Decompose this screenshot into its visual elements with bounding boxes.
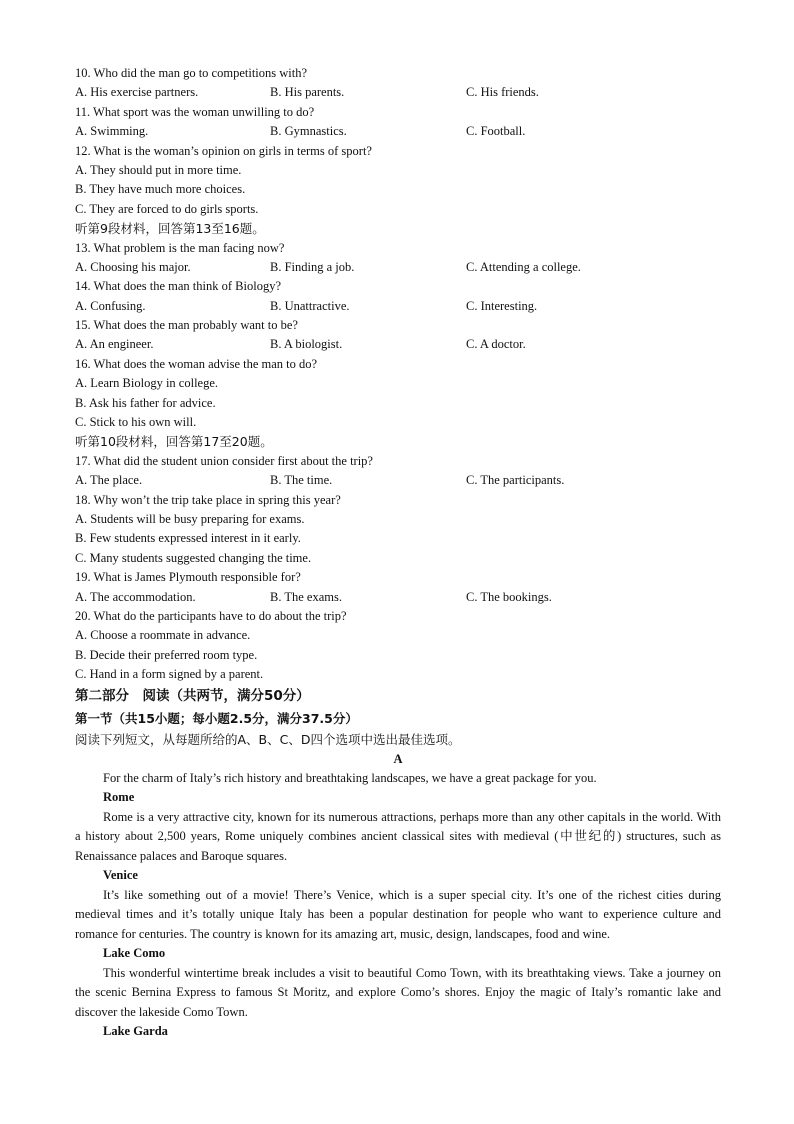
question-11-options	[75, 122, 721, 141]
question-14-options	[75, 297, 721, 316]
option-c: C. Attending a college.	[466, 259, 581, 274]
option-a: A. They should put in more time.	[75, 162, 242, 177]
question-15-stem: 15. What does the man probably want to be?	[75, 318, 298, 333]
question-13-stem: 13. What problem is the man facing now?	[75, 240, 285, 255]
reading-section-title: 第一节（共15小题；每小题2.5分，满分37.5分）	[75, 710, 358, 726]
rome-paragraph: Rome is a very attractive city, known for its numerous attractions, perhaps more than any other capitals in the world. With a history about 2,500 years, Rome uniquely combines ancient classical sites with medieval (中世纪的) structures, such as Renaissance palaces and Baroque squares.	[75, 809, 721, 863]
question-10-options	[75, 83, 721, 102]
option-c: C. Hand in a form signed by a parent.	[75, 667, 264, 682]
passage-label: A	[393, 751, 403, 766]
option-a: A. Choosing his major.	[75, 259, 191, 274]
option-b: B. Few students expressed interest in it early.	[75, 531, 301, 546]
exam-page	[75, 64, 721, 1041]
question-19-options	[75, 588, 721, 607]
question-18-stem: 18. Why won’t the trip take place in spring this year?	[75, 492, 341, 507]
option-b: B. A biologist.	[270, 337, 343, 352]
question-10-stem: 10. Who did the man go to competitions with?	[75, 66, 308, 80]
option-a: A. Learn Biology in college.	[75, 376, 219, 391]
lake-como-paragraph: This wonderful wintertime break includes a visit to beautiful Como Town, with its breathtaking views. Take a journey on the scenic Bernina Express to famous St Moritz, and explore Como’s shores. Enjoy the magic of Italy’s romantic lake and discover the lakeside Como Town.	[75, 965, 721, 1019]
question-17-options	[75, 471, 721, 490]
option-b: B. The exams.	[270, 589, 342, 604]
option-b: B. They have much more choices.	[75, 182, 246, 197]
option-c: C. Football.	[466, 124, 526, 139]
option-b: B. Unattractive.	[270, 298, 350, 313]
listening-instruction-10: 听第10段材料，回答第17至20题。	[75, 434, 273, 450]
passage-intro: For the charm of Italy’s rich history and breathtaking landscapes, we have a great package for you.	[103, 770, 597, 785]
question-14-stem: 14. What does the man think of Biology?	[75, 279, 281, 294]
option-a: A. Students will be busy preparing for exams.	[75, 511, 305, 526]
lake-garda-heading: Lake Garda	[103, 1024, 168, 1039]
question-17-stem: 17. What did the student union consider first about the trip?	[75, 453, 373, 468]
option-a: A. His exercise partners.	[75, 85, 199, 100]
venice-paragraph: It’s like something out of a movie! There’s Venice, which is a super special city. It’s one of the richest cities during medieval times and it’s totally unique Italy has been a popular destination for people who want to experience culture and romance for centuries. The country is known for its amazing art, music, design, landscapes, food and wine.	[75, 887, 721, 941]
lake-como-heading: Lake Como	[103, 946, 166, 961]
option-b: B. Ask his father for advice.	[75, 395, 216, 410]
option-c: C. A doctor.	[466, 337, 526, 352]
question-15-options	[75, 335, 721, 354]
option-c: C. Stick to his own will.	[75, 415, 197, 430]
option-b: B. Decide their preferred room type.	[75, 647, 258, 662]
question-11-stem: 11. What sport was the woman unwilling to do?	[75, 104, 315, 119]
option-a: A. Swimming.	[75, 124, 149, 139]
venice-heading: Venice	[103, 868, 138, 883]
option-a: A. An engineer.	[75, 337, 154, 352]
option-b: B. Gymnastics.	[270, 124, 347, 139]
option-c: C. They are forced to do girls sports.	[75, 201, 259, 216]
option-c: C. His friends.	[466, 85, 539, 100]
listening-instruction-9: 听第9段材料，回答第13至16题。	[75, 221, 265, 237]
option-a: A. The accommodation.	[75, 589, 196, 604]
question-13-options	[75, 258, 721, 277]
question-12-stem: 12. What is the woman’s opinion on girls in terms of sport?	[75, 143, 372, 158]
option-a: A. The place.	[75, 473, 143, 488]
question-19-stem: 19. What is James Plymouth responsible for?	[75, 570, 301, 585]
question-16-stem: 16. What does the woman advise the man to do?	[75, 356, 318, 371]
option-a: A. Choose a roommate in advance.	[75, 628, 251, 643]
reading-instruction: 阅读下列短文，从每题所给的A、B、C、D四个选项中选出最佳选项。	[75, 731, 461, 747]
option-c: C. Many students suggested changing the time.	[75, 550, 312, 565]
question-20-stem: 20. What do the participants have to do about the trip?	[75, 608, 347, 623]
option-c: C. The participants.	[466, 473, 565, 488]
rome-heading: Rome	[103, 790, 135, 805]
option-b: B. The time.	[270, 473, 333, 488]
reading-part-title: 第二部分 阅读（共两节，满分50分）	[75, 687, 310, 704]
option-c: C. Interesting.	[466, 298, 538, 313]
option-c: C. The bookings.	[466, 589, 552, 604]
option-a: A. Confusing.	[75, 298, 146, 313]
option-b: B. Finding a job.	[270, 259, 355, 274]
option-b: B. His parents.	[270, 85, 345, 100]
